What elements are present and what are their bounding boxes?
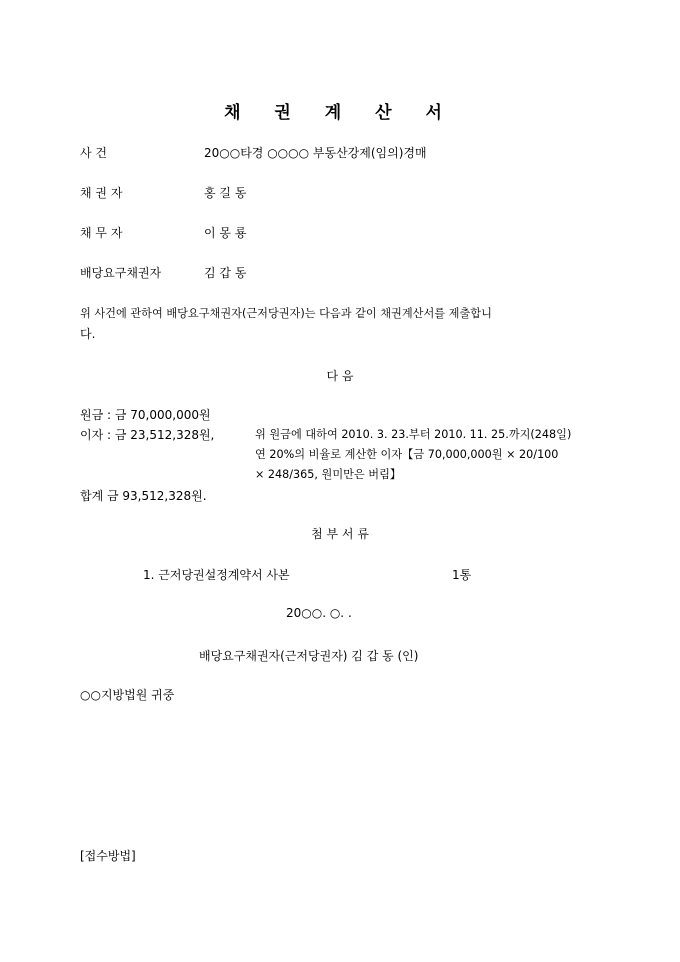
interest-label: 이자 : 금 23,512,328원,: [80, 428, 215, 442]
signature-line: 배당요구채권자(근저당권자) 김 갑 동 (인): [199, 649, 419, 663]
claimant-label: 배당요구채권자: [80, 266, 162, 280]
debtor-value: 이 몽 룡: [204, 226, 247, 240]
attachment-count: 1통: [452, 568, 472, 582]
paragraph-line-1: 위 사건에 관하여 배당요구채권자(근저당권자)는 다음과 같이 채권계산서를 제출합니: [80, 307, 492, 320]
attachments-heading: 첨 부 서 류: [311, 527, 369, 541]
total-line: 합계 금 93,512,328원.: [80, 489, 207, 503]
principal-line: 원금 : 금 70,000,000원: [80, 408, 211, 422]
creditor-label: 채 권 자: [80, 186, 123, 200]
section-heading-next: 다 음: [326, 369, 354, 383]
creditor-value: 홍 길 동: [204, 186, 247, 200]
attachment-item: 1. 근저당권설정계약서 사본: [143, 568, 290, 582]
document-date: 20○○. ○. .: [286, 606, 352, 620]
paragraph-line-2: 다.: [80, 327, 96, 341]
court-addressee: ○○지방법원 귀중: [80, 688, 175, 702]
case-value: 20○○타경 ○○○○ 부동산강제(임의)경매: [204, 146, 427, 160]
claimant-value: 김 갑 동: [204, 266, 247, 280]
interest-description-1: 위 원금에 대하여 2010. 3. 23.부터 2010. 11. 25.까지(248일): [255, 428, 572, 441]
interest-description-3: × 248/365, 원미만은 버림】: [255, 468, 402, 481]
debtor-label: 채 무 자: [80, 226, 123, 240]
document-title: 채 권 계 산 서: [224, 103, 456, 123]
interest-description-2: 연 20%의 비율로 계산한 이자【금 70,000,000원 × 20/100: [255, 448, 559, 461]
case-label: 사 건: [80, 146, 107, 160]
receipt-method-heading: [접수방법]: [80, 849, 136, 863]
